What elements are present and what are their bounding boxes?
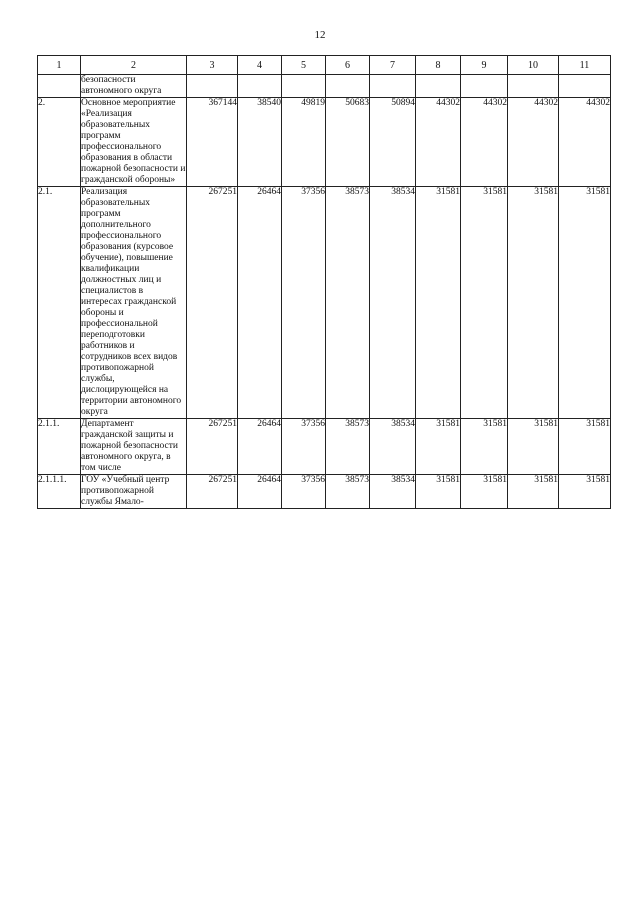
page-number: 12 (314, 29, 326, 41)
value-cell: 26464 (238, 419, 282, 475)
column-header: 2 (81, 56, 187, 75)
value-cell (559, 75, 611, 98)
row-name: Департамент гражданской защиты и пожарной безопасности автономного округа, в том числе (81, 419, 187, 475)
value-cell (370, 75, 416, 98)
value-cell: 37356 (282, 475, 326, 509)
row-code (38, 75, 81, 98)
value-cell: 37356 (282, 419, 326, 475)
value-cell: 26464 (238, 187, 282, 419)
value-cell: 38573 (326, 187, 370, 419)
column-header: 8 (416, 56, 461, 75)
value-cell: 44302 (416, 98, 461, 187)
table-row (38, 98, 611, 187)
row-name: Основное мероприятие «Реализация образовательных программ профессионального образования в области пожарной безопасности и гражданской обороны» (81, 98, 186, 185)
value-cell: 31581 (559, 419, 611, 475)
value-cell: 267251 (187, 419, 238, 475)
column-header: 5 (282, 56, 326, 75)
value-cell: 44302 (461, 98, 508, 187)
value-cell: 38534 (370, 187, 416, 419)
value-cell (326, 75, 370, 98)
column-header: 11 (559, 56, 611, 75)
value-cell: 50894 (370, 98, 416, 187)
value-cell: 38534 (370, 475, 416, 509)
value-cell (238, 75, 282, 98)
column-header: 1 (38, 56, 81, 75)
column-header: 9 (461, 56, 508, 75)
value-cell (416, 75, 461, 98)
row-name: ГОУ «Учебный центр противопожарной службы Ямало- (81, 475, 187, 509)
value-cell: 367144 (187, 98, 238, 187)
column-header: 7 (370, 56, 416, 75)
value-cell: 50683 (326, 98, 370, 187)
column-header: 3 (187, 56, 238, 75)
value-cell: 267251 (187, 475, 238, 509)
value-cell (282, 75, 326, 98)
value-cell: 31581 (508, 419, 559, 475)
table-row (38, 475, 611, 509)
row-code: 2.1.1. (38, 419, 81, 475)
row-name: безопасности автономного округа (81, 75, 187, 98)
value-cell: 38534 (370, 419, 416, 475)
row-code: 2.1.1.1. (38, 475, 81, 509)
value-cell: 26464 (238, 475, 282, 509)
value-cell: 31581 (559, 475, 611, 509)
table-row (38, 419, 611, 475)
header-row (38, 56, 611, 75)
value-cell: 31581 (508, 475, 559, 509)
row-code: 2.1. (38, 187, 81, 419)
budget-table (37, 55, 611, 509)
value-cell (461, 75, 508, 98)
row-name: Реализация образовательных программ дополнительного профессионального образования (курсовое обучение), повышение квалификации должностных лиц и специалистов в интересах гражданской обороны и профессиональной переподготовки работников и сотрудников всех видов противопожарной службы, дислоцирующейся на территории автономного округа (81, 187, 187, 419)
value-cell: 31581 (416, 187, 461, 419)
value-cell: 38573 (326, 475, 370, 509)
value-cell: 31581 (461, 419, 508, 475)
value-cell: 38573 (326, 419, 370, 475)
value-cell: 31581 (461, 187, 508, 419)
value-cell (187, 75, 238, 98)
value-cell (508, 75, 559, 98)
value-cell: 44302 (559, 98, 611, 187)
value-cell: 49819 (282, 98, 326, 187)
column-header: 4 (238, 56, 282, 75)
value-cell: 37356 (282, 187, 326, 419)
value-cell: 31581 (416, 475, 461, 509)
value-cell: 31581 (461, 475, 508, 509)
table-row (38, 75, 611, 98)
column-header: 10 (508, 56, 559, 75)
value-cell: 44302 (508, 98, 559, 187)
value-cell: 267251 (187, 187, 238, 419)
value-cell: 38540 (238, 98, 282, 187)
table-row (38, 187, 611, 419)
column-header: 6 (326, 56, 370, 75)
value-cell: 31581 (559, 187, 611, 419)
value-cell: 31581 (508, 187, 559, 419)
row-code: 2. (38, 98, 81, 187)
value-cell: 31581 (416, 419, 461, 475)
